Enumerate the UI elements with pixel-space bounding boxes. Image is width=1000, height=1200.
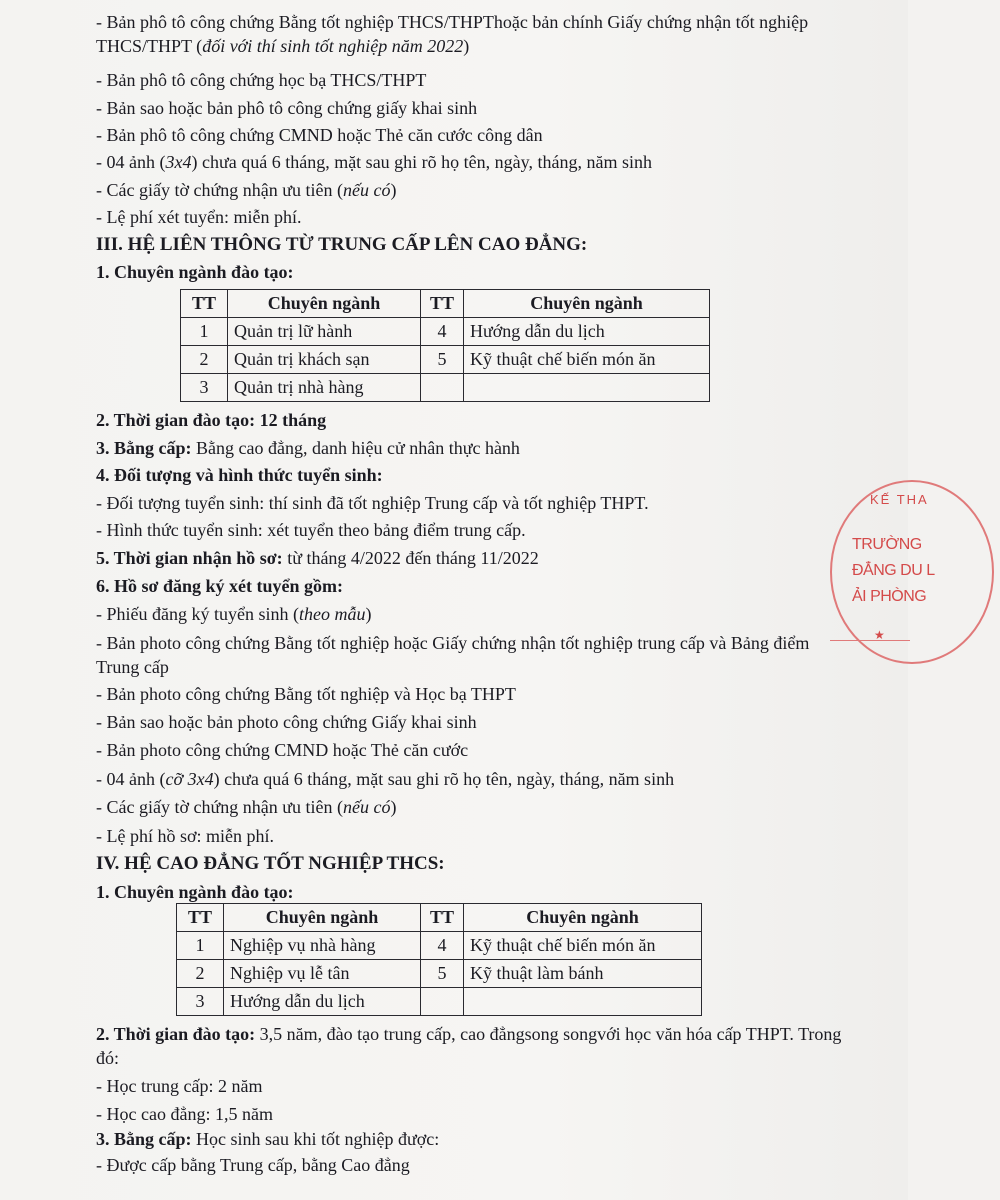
table-cell: Kỹ thuật làm bánh (464, 960, 702, 988)
subheading: 1. Chuyên ngành đào tạo: (96, 262, 294, 282)
table-header: TT (421, 904, 464, 932)
subheading: 1. Chuyên ngành đào tạo: (96, 882, 294, 902)
list-item: - Học trung cấp: 2 năm (96, 1076, 263, 1096)
table-header-row (177, 904, 702, 932)
table-cell: 4 (421, 932, 464, 960)
stamp-text: KẾ THA (870, 492, 929, 507)
table-cell: Hướng dẫn du lịch (464, 318, 710, 346)
list-item: - Bản phô tô công chứng Bằng tốt nghiệp THCS/THPThoặc bản chính Giấy chứng nhận tốt nghiệp THCS/THPT (đối với thí sinh tốt nghiệp năm 2022) (96, 12, 809, 56)
subheading: 6. Hồ sơ đăng ký xét tuyển gồm: (96, 576, 343, 596)
section-heading: IV. HỆ CAO ĐẲNG TỐT NGHIỆP THCS: (96, 853, 445, 874)
table-cell: 5 (421, 346, 464, 374)
table-cell (421, 374, 464, 402)
school-stamp (830, 480, 1000, 670)
stamp-text: ĐẲNG DU L (852, 562, 935, 579)
list-item: - Bản photo công chứng CMND hoặc Thẻ căn cước (96, 740, 469, 760)
list-item: - Hình thức tuyển sinh: xét tuyển theo bảng điểm trung cấp. (96, 520, 526, 540)
stamp-text: TRƯỜNG (852, 536, 922, 553)
table-row (177, 988, 702, 1016)
table-cell: Kỹ thuật chế biến món ăn (464, 932, 702, 960)
table-cell: 2 (181, 346, 228, 374)
table-row (181, 374, 710, 402)
list-item: - Các giấy tờ chứng nhận ưu tiên (nếu có) (96, 797, 397, 817)
table-cell (421, 988, 464, 1016)
list-item: - Bản phô tô công chứng CMND hoặc Thẻ căn cước công dân (96, 125, 543, 145)
table-cell: 5 (421, 960, 464, 988)
list-item: - Đối tượng tuyển sinh: thí sinh đã tốt nghiệp Trung cấp và tốt nghiệp THPT. (96, 493, 649, 513)
table-header: TT (421, 290, 464, 318)
paragraph: 3. Bằng cấp: Bằng cao đẳng, danh hiệu cử nhân thực hành (96, 438, 520, 458)
table-row (177, 932, 702, 960)
majors-table (180, 289, 710, 402)
list-item: - Bản sao hoặc bản phô tô công chứng giấy khai sinh (96, 98, 478, 118)
table-header: Chuyên ngành (228, 290, 421, 318)
table-cell: 1 (177, 932, 224, 960)
list-item: - Lệ phí hồ sơ: miễn phí. (96, 826, 274, 846)
table-cell: Nghiệp vụ nhà hàng (224, 932, 421, 960)
table-cell: Hướng dẫn du lịch (224, 988, 421, 1016)
stamp-text: ẢI PHÒNG (852, 588, 927, 605)
list-item: - Phiếu đăng ký tuyển sinh (theo mẫu) (96, 604, 372, 624)
list-item: - Lệ phí xét tuyển: miễn phí. (96, 207, 302, 227)
list-item: - Được cấp bằng Trung cấp, bằng Cao đẳng (96, 1155, 410, 1175)
table-cell: Kỹ thuật chế biến món ăn (464, 346, 710, 374)
list-item: - Các giấy tờ chứng nhận ưu tiên (nếu có) (96, 180, 397, 200)
table-row (181, 318, 710, 346)
list-item: - 04 ảnh (3x4) chưa quá 6 tháng, mặt sau ghi rõ họ tên, ngày, tháng, năm sinh (96, 152, 652, 172)
subheading: 2. Thời gian đào tạo: 12 tháng (96, 410, 327, 430)
list-item: - Học cao đẳng: 1,5 năm (96, 1104, 273, 1124)
table-header: Chuyên ngành (464, 290, 710, 318)
table-row (177, 960, 702, 988)
table-header: Chuyên ngành (224, 904, 421, 932)
table-cell: Quản trị lữ hành (228, 318, 421, 346)
paragraph: 2. Thời gian đào tạo: 3,5 năm, đào tạo trung cấp, cao đẳngsong songvới học văn hóa cấp THPT. Trong đó: (96, 1024, 842, 1068)
majors-table (176, 903, 702, 1016)
table-cell: Nghiệp vụ lễ tân (224, 960, 421, 988)
list-item: - 04 ảnh (cỡ 3x4) chưa quá 6 tháng, mặt sau ghi rõ họ tên, ngày, tháng, năm sinh (96, 769, 675, 789)
subheading: 4. Đối tượng và hình thức tuyển sinh: (96, 465, 383, 485)
list-item: - Bản phô tô công chứng học bạ THCS/THPT (96, 70, 427, 90)
table-header-row (181, 290, 710, 318)
paragraph: 5. Thời gian nhận hồ sơ: từ tháng 4/2022 đến tháng 11/2022 (96, 548, 539, 568)
table-cell: 2 (177, 960, 224, 988)
list-item: - Bản photo công chứng Bằng tốt nghiệp hoặc Giấy chứng nhận tốt nghiệp trung cấp và Bảng điểm Trung cấp (96, 633, 810, 677)
table-cell: 1 (181, 318, 228, 346)
table-header: TT (177, 904, 224, 932)
table-cell: Quản trị khách sạn (228, 346, 421, 374)
star-icon: ★ (874, 628, 885, 642)
list-item: - Bản photo công chứng Bằng tốt nghiệp và Học bạ THPT (96, 684, 516, 704)
table-row (181, 346, 710, 374)
section-heading: III. HỆ LIÊN THÔNG TỪ TRUNG CẤP LÊN CAO ĐẲNG: (96, 234, 588, 255)
table-cell (464, 988, 702, 1016)
table-cell: Quản trị nhà hàng (228, 374, 421, 402)
list-item: - Bản sao hoặc bản photo công chứng Giấy khai sinh (96, 712, 477, 732)
table-cell: 4 (421, 318, 464, 346)
stamp-line (830, 640, 910, 641)
table-header: TT (181, 290, 228, 318)
table-cell: 3 (181, 374, 228, 402)
paragraph: 3. Bằng cấp: Học sinh sau khi tốt nghiệp được: (96, 1129, 440, 1149)
table-cell (464, 374, 710, 402)
table-cell: 3 (177, 988, 224, 1016)
table-header: Chuyên ngành (464, 904, 702, 932)
